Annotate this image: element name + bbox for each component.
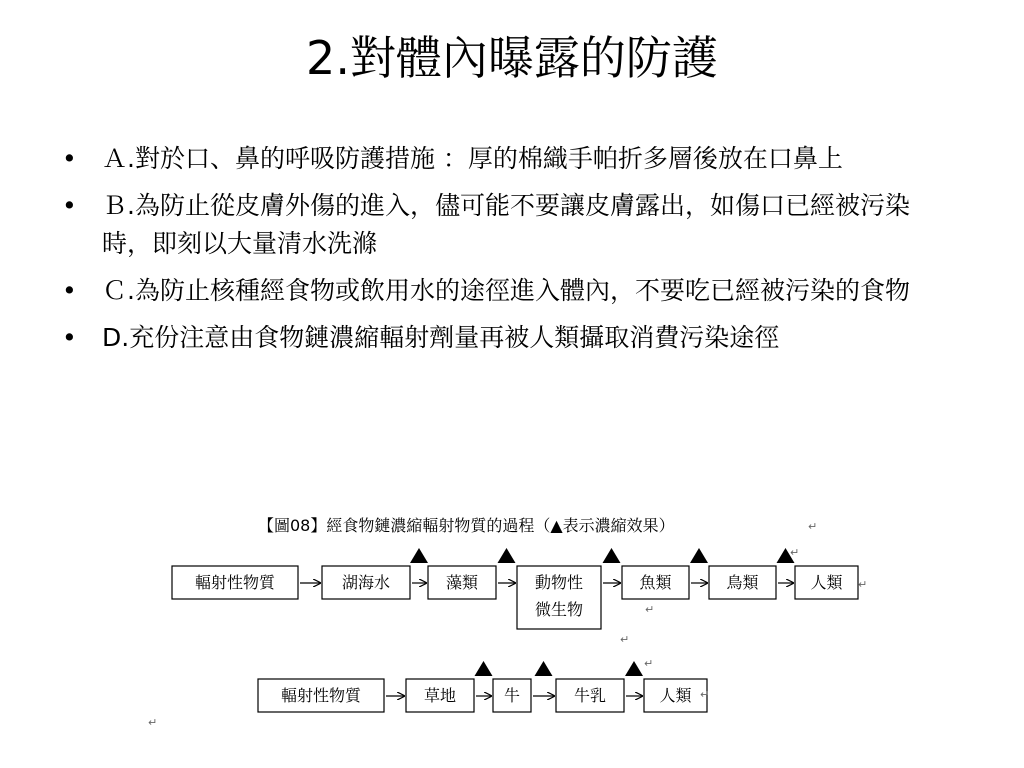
food-chain-diagram: [0, 500, 1024, 740]
concentration-triangle-icon: [410, 548, 428, 563]
chain-node-label: 湖海水: [341, 573, 391, 592]
bullet-list: [62, 140, 942, 366]
return-mark-icon: ↵: [858, 578, 868, 591]
bullet-item: [62, 272, 942, 310]
chain-node-label: 輻射性物質: [280, 686, 362, 705]
chain-node-label: 草地: [423, 686, 457, 705]
chain-node-label: 輻射性物質: [194, 573, 276, 592]
chain-node-label: 鳥類: [726, 573, 759, 592]
concentration-triangle-icon: [475, 661, 493, 676]
chain-node-label: 藻類: [445, 573, 479, 592]
concentration-triangle-icon: [603, 548, 621, 563]
return-mark-icon: ↵: [808, 520, 818, 533]
chain-node-label: 牛乳: [573, 686, 607, 705]
bullet-icon: •: [62, 144, 77, 173]
return-mark-icon: ↵: [700, 688, 710, 701]
chain-node-label: 牛: [503, 686, 521, 705]
chain-node-label: 微生物: [534, 600, 584, 619]
concentration-triangle-icon: [498, 548, 516, 563]
bullet-item: [62, 319, 942, 357]
return-mark-icon: ↵: [645, 603, 655, 616]
slide-title: 2.對體內曝露的防護: [306, 31, 718, 85]
bullet-icon: •: [62, 276, 77, 305]
return-mark-icon: ↵: [620, 633, 630, 646]
figure-caption: 【圖08】經食物鏈濃縮輻射物質的過程（▲表示濃縮效果）: [258, 516, 675, 535]
return-mark-icon: ↵: [644, 657, 654, 670]
bullet-item: [62, 140, 942, 178]
concentration-triangle-icon: [535, 661, 553, 676]
bullet-icon: •: [62, 323, 77, 352]
chain-node-label: 動物性: [534, 573, 584, 592]
bullet-text: Ｂ.為防止從皮膚外傷的進入，儘可能不要讓皮膚露出，如傷口已經被污染時，即刻以大量清水洗滌: [102, 191, 910, 258]
bullet-icon: •: [62, 191, 77, 220]
bullet-text: Ａ.對於口、鼻的呼吸防護措施 ：厚的棉織手帕折多層後放在口鼻上: [102, 144, 843, 173]
return-mark-icon: ↵: [790, 546, 800, 559]
bullet-item: [62, 187, 942, 263]
concentration-triangle-icon: [690, 548, 708, 563]
bullet-text: Ｃ.為防止核種經食物或飲用水的途徑進入體內，不要吃已經被污染的食物: [102, 276, 910, 305]
chain-node-label: 人類: [810, 573, 843, 592]
chain-node-label: 魚類: [639, 573, 672, 592]
chain-node-label: 人類: [659, 686, 692, 705]
bullet-text: D.充份注意由食物鏈濃縮輻射劑量再被人類攝取消費污染途徑: [102, 323, 780, 352]
return-mark-icon: ↵: [148, 716, 158, 729]
concentration-triangle-icon: [625, 661, 643, 676]
